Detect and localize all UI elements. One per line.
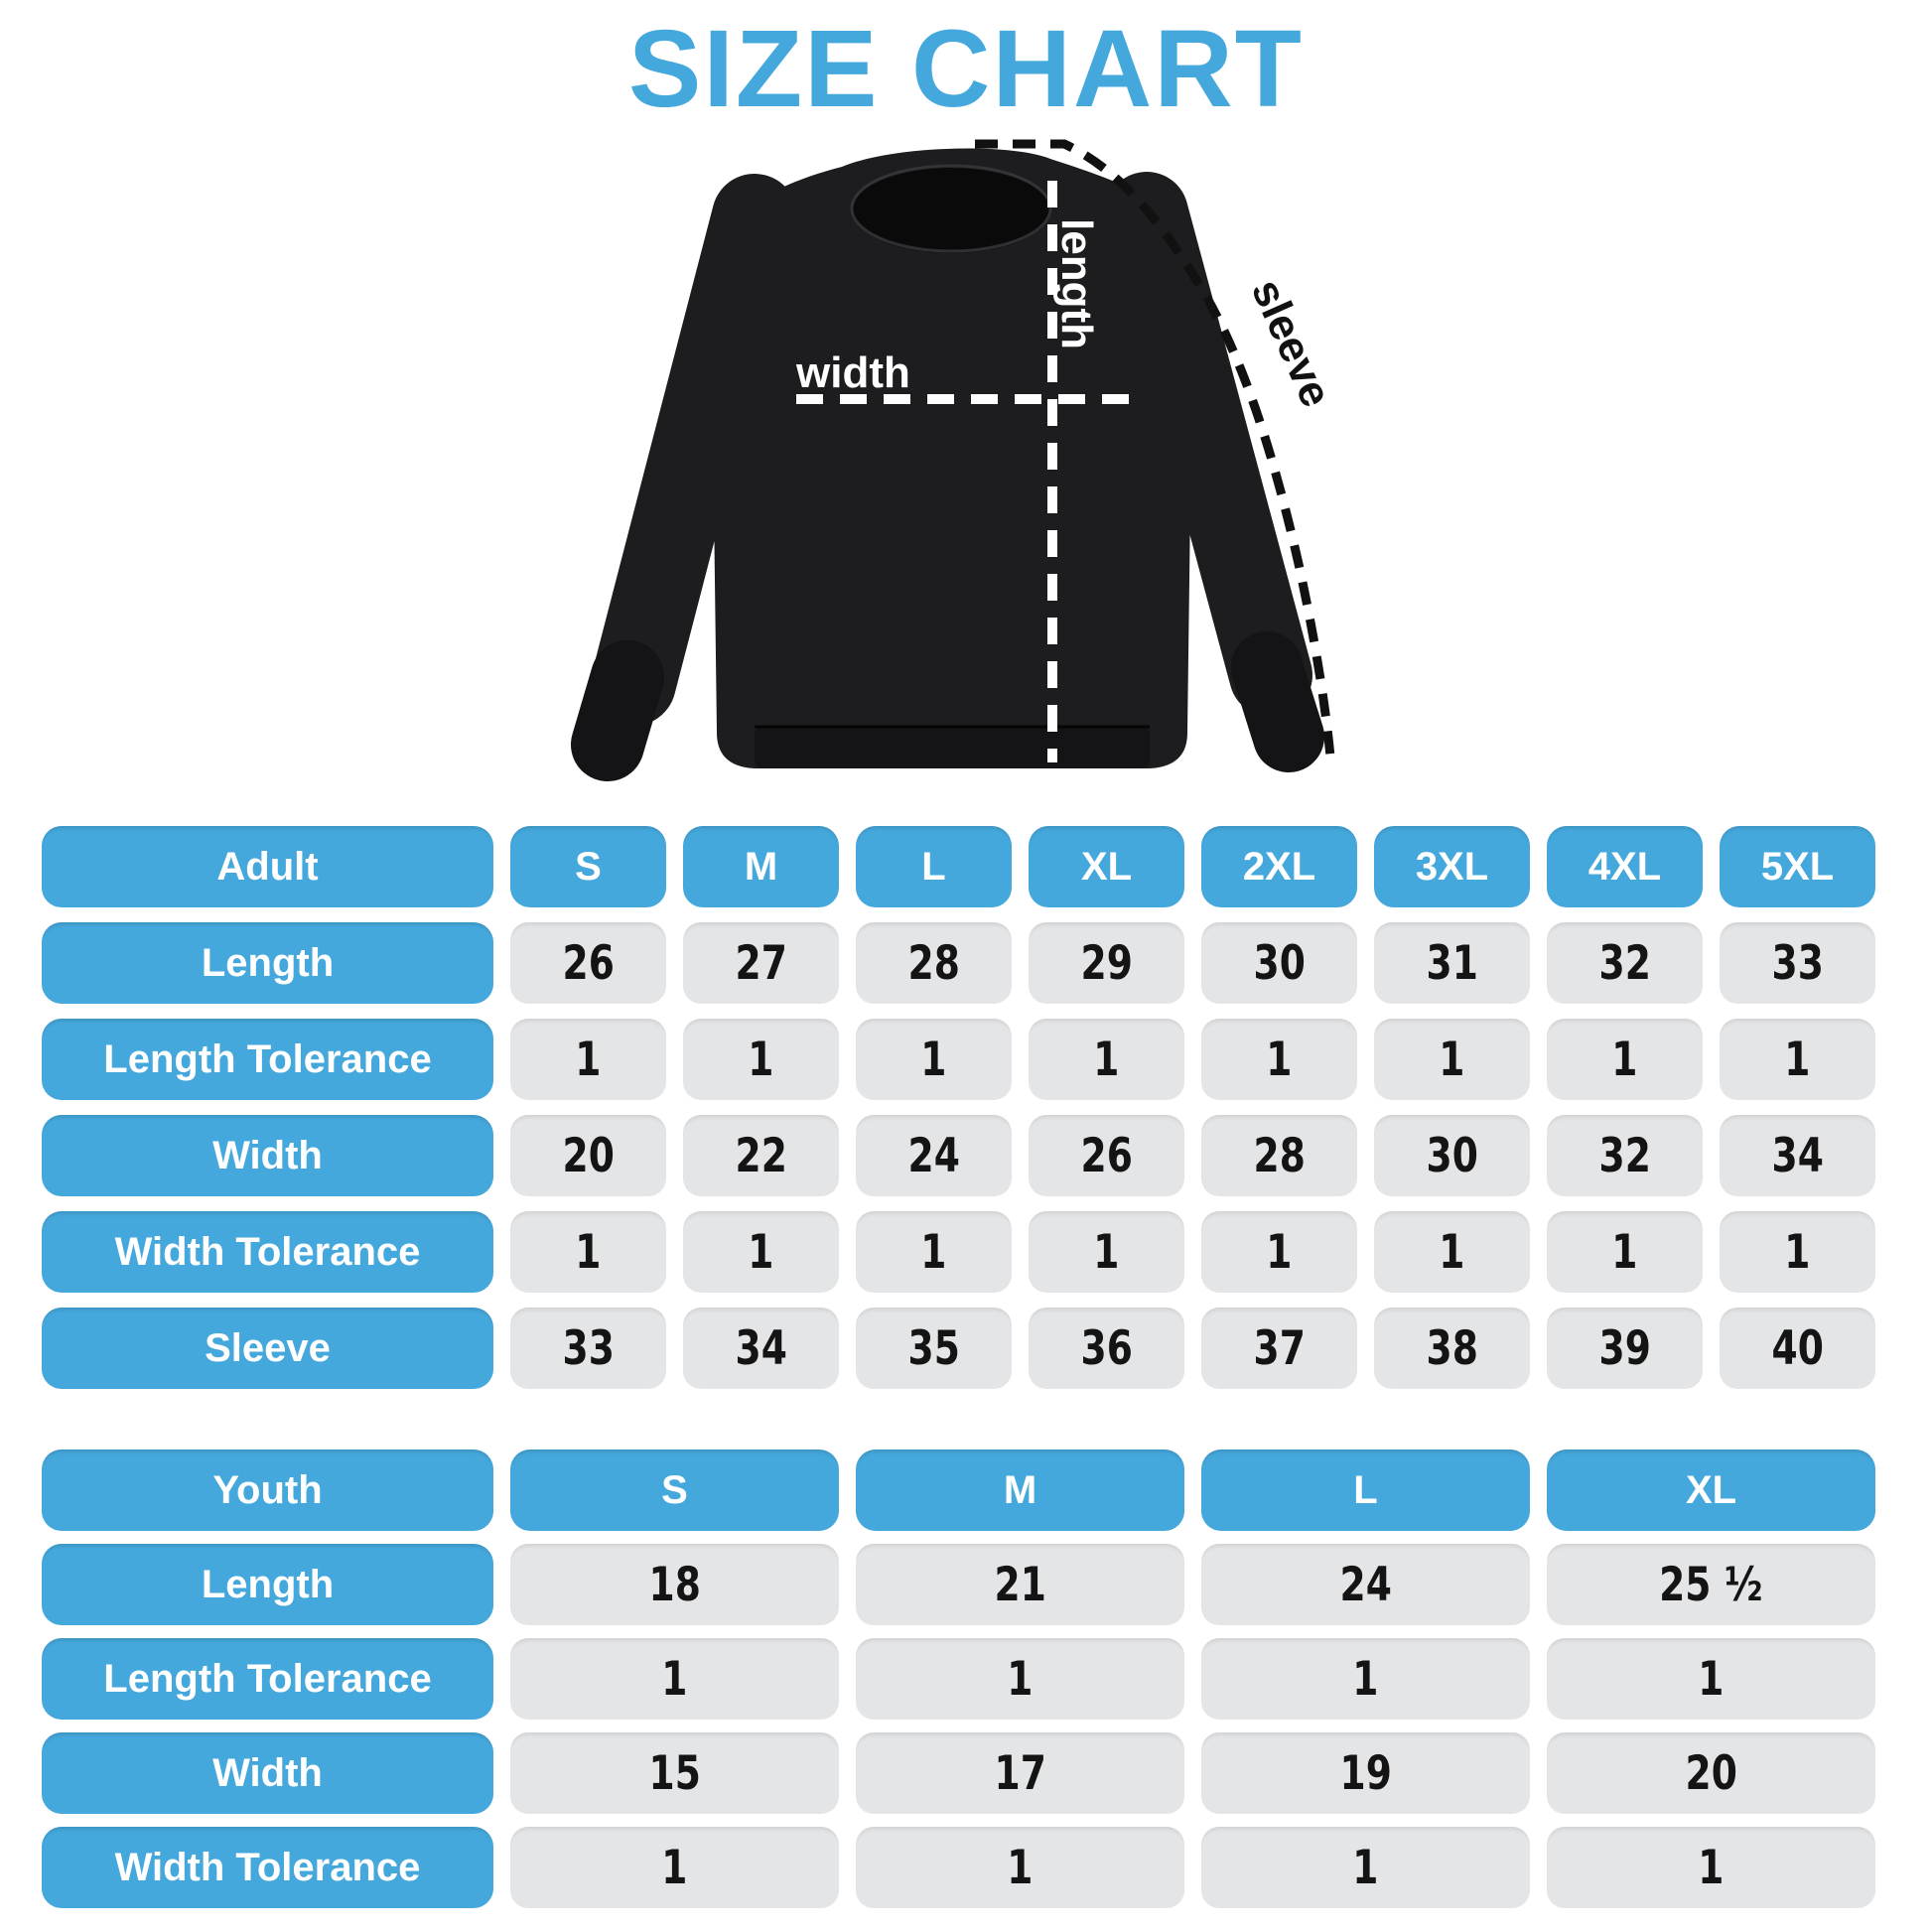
youth-width-tolerance-cell	[1547, 1827, 1875, 1908]
adult-width-cell	[510, 1115, 666, 1196]
left-cuff	[608, 677, 627, 745]
size-value: 36	[1080, 1320, 1133, 1376]
size-value: 32	[1598, 935, 1651, 991]
size-value: 1	[661, 1651, 688, 1707]
size-value: 1	[661, 1840, 688, 1895]
youth-col-header-xl: XL	[1547, 1449, 1875, 1531]
adult-width-cell	[1720, 1115, 1875, 1196]
size-value: 28	[1253, 1128, 1306, 1183]
size-value: 33	[1771, 935, 1824, 991]
sweatshirt-illustration	[608, 149, 1289, 768]
size-value: 29	[1080, 935, 1133, 991]
adult-length-cell	[1720, 922, 1875, 1004]
adult-width-tolerance-cell	[1374, 1211, 1530, 1293]
youth-width-tolerance-cell	[1201, 1827, 1530, 1908]
adult-width-cell	[1201, 1115, 1357, 1196]
size-value: 31	[1426, 935, 1478, 991]
size-value: 15	[648, 1745, 701, 1801]
youth-col-header-s: S	[510, 1449, 839, 1531]
hem-band	[755, 727, 1150, 768]
size-value: 1	[1439, 1224, 1465, 1280]
adult-width-cell	[1374, 1115, 1530, 1196]
size-value: 1	[1007, 1651, 1034, 1707]
adult-width-tolerance-cell	[1029, 1211, 1184, 1293]
youth-row-label-length-tolerance: Length Tolerance	[42, 1638, 493, 1720]
size-value: 33	[562, 1320, 615, 1376]
youth-width-cell	[1201, 1732, 1530, 1814]
adult-width-cell	[856, 1115, 1012, 1196]
adult-col-header-s: S	[510, 826, 666, 907]
youth-col-header-m: M	[856, 1449, 1184, 1531]
adult-sleeve-cell	[856, 1308, 1012, 1389]
size-value: 27	[735, 935, 787, 991]
adult-width-cell	[1547, 1115, 1703, 1196]
adult-length-cell	[1029, 922, 1184, 1004]
adult-col-header-4xl: 4XL	[1547, 826, 1703, 907]
youth-length-cell	[1201, 1544, 1530, 1625]
youth-width-cell	[1547, 1732, 1875, 1814]
adult-length-cell	[1547, 922, 1703, 1004]
size-value: 1	[1698, 1840, 1725, 1895]
width-label: width	[796, 348, 910, 397]
adult-col-header-xl: XL	[1029, 826, 1184, 907]
adult-col-header-3xl: 3XL	[1374, 826, 1530, 907]
size-value: 37	[1253, 1320, 1306, 1376]
adult-length-tolerance-cell	[510, 1019, 666, 1100]
size-value: 1	[920, 1224, 947, 1280]
adult-length-tolerance-cell	[1547, 1019, 1703, 1100]
adult-row-label-length-tolerance: Length Tolerance	[42, 1019, 493, 1100]
adult-length-tolerance-cell	[1029, 1019, 1184, 1100]
size-value: 28	[907, 935, 960, 991]
size-value: 32	[1598, 1128, 1651, 1183]
page-title: SIZE CHART	[628, 8, 1304, 130]
size-value: 25 ¹⁄₂	[1659, 1557, 1763, 1612]
size-value: 1	[1698, 1651, 1725, 1707]
sweatshirt-diagram	[457, 99, 1410, 804]
adult-table-title: Adult	[42, 826, 493, 907]
size-value: 30	[1426, 1128, 1478, 1183]
sleeve-label: sleeve	[1241, 272, 1341, 415]
adult-sleeve-cell	[510, 1308, 666, 1389]
size-value: 21	[994, 1557, 1046, 1612]
right-cuff	[1267, 667, 1289, 737]
size-value: 34	[1771, 1128, 1824, 1183]
size-value: 1	[1784, 1224, 1811, 1280]
adult-sleeve-cell	[1029, 1308, 1184, 1389]
adult-sleeve-cell	[1201, 1308, 1357, 1389]
adult-length-tolerance-cell	[1720, 1019, 1875, 1100]
youth-row-label-width-tolerance: Width Tolerance	[42, 1827, 493, 1908]
size-value: 1	[1611, 1032, 1638, 1087]
adult-col-header-m: M	[683, 826, 839, 907]
adult-length-cell	[856, 922, 1012, 1004]
youth-length-cell	[1547, 1544, 1875, 1625]
size-value: 22	[735, 1128, 787, 1183]
youth-length-tolerance-cell	[1201, 1638, 1530, 1720]
size-value: 1	[920, 1032, 947, 1087]
size-value: 24	[907, 1128, 960, 1183]
adult-col-header-2xl: 2XL	[1201, 826, 1357, 907]
youth-width-tolerance-cell	[856, 1827, 1184, 1908]
adult-sleeve-cell	[1720, 1308, 1875, 1389]
size-value: 1	[1784, 1032, 1811, 1087]
adult-row-label-length: Length	[42, 922, 493, 1004]
youth-col-header-l: L	[1201, 1449, 1530, 1531]
size-value: 38	[1426, 1320, 1478, 1376]
size-value: 26	[562, 935, 615, 991]
adult-length-cell	[510, 922, 666, 1004]
adult-length-cell	[1374, 922, 1530, 1004]
size-value: 20	[1685, 1745, 1737, 1801]
size-value: 1	[1266, 1224, 1293, 1280]
adult-width-tolerance-cell	[1547, 1211, 1703, 1293]
adult-size-table	[42, 826, 1875, 1389]
size-value: 17	[994, 1745, 1046, 1801]
size-value: 26	[1080, 1128, 1133, 1183]
size-value: 30	[1253, 935, 1306, 991]
youth-row-label-width: Width	[42, 1732, 493, 1814]
adult-col-header-5xl: 5XL	[1720, 826, 1875, 907]
adult-row-label-width-tolerance: Width Tolerance	[42, 1211, 493, 1293]
adult-width-tolerance-cell	[856, 1211, 1012, 1293]
size-value: 1	[1611, 1224, 1638, 1280]
adult-length-tolerance-cell	[1374, 1019, 1530, 1100]
youth-length-cell	[856, 1544, 1184, 1625]
adult-col-header-l: L	[856, 826, 1012, 907]
size-value: 34	[735, 1320, 787, 1376]
size-value: 1	[748, 1032, 774, 1087]
adult-length-tolerance-cell	[683, 1019, 839, 1100]
size-value: 1	[1352, 1651, 1379, 1707]
size-value: 40	[1771, 1320, 1824, 1376]
youth-table-title: Youth	[42, 1449, 493, 1531]
size-value: 1	[1093, 1032, 1120, 1087]
youth-length-tolerance-cell	[856, 1638, 1184, 1720]
youth-row-label-length: Length	[42, 1544, 493, 1625]
size-value: 20	[562, 1128, 615, 1183]
adult-length-tolerance-cell	[856, 1019, 1012, 1100]
youth-length-tolerance-cell	[510, 1638, 839, 1720]
size-value: 19	[1339, 1745, 1392, 1801]
youth-width-tolerance-cell	[510, 1827, 839, 1908]
adult-width-tolerance-cell	[510, 1211, 666, 1293]
adult-sleeve-cell	[683, 1308, 839, 1389]
size-value: 1	[1007, 1840, 1034, 1895]
adult-width-tolerance-cell	[1201, 1211, 1357, 1293]
size-value: 1	[1093, 1224, 1120, 1280]
size-value: 24	[1339, 1557, 1392, 1612]
youth-length-cell	[510, 1544, 839, 1625]
youth-size-table	[42, 1449, 1875, 1908]
youth-width-cell	[856, 1732, 1184, 1814]
size-value: 1	[1439, 1032, 1465, 1087]
size-value: 18	[648, 1557, 701, 1612]
adult-length-tolerance-cell	[1201, 1019, 1357, 1100]
length-label: length	[1052, 218, 1101, 349]
size-value: 39	[1598, 1320, 1651, 1376]
adult-width-tolerance-cell	[683, 1211, 839, 1293]
size-value: 35	[907, 1320, 960, 1376]
youth-width-cell	[510, 1732, 839, 1814]
size-value: 1	[1266, 1032, 1293, 1087]
size-value: 1	[575, 1224, 602, 1280]
adult-row-label-width: Width	[42, 1115, 493, 1196]
adult-width-cell	[683, 1115, 839, 1196]
adult-width-cell	[1029, 1115, 1184, 1196]
adult-sleeve-cell	[1374, 1308, 1530, 1389]
adult-length-cell	[683, 922, 839, 1004]
adult-sleeve-cell	[1547, 1308, 1703, 1389]
size-value: 1	[575, 1032, 602, 1087]
size-value: 1	[748, 1224, 774, 1280]
adult-length-cell	[1201, 922, 1357, 1004]
adult-row-label-sleeve: Sleeve	[42, 1308, 493, 1389]
size-value: 1	[1352, 1840, 1379, 1895]
adult-width-tolerance-cell	[1720, 1211, 1875, 1293]
youth-length-tolerance-cell	[1547, 1638, 1875, 1720]
